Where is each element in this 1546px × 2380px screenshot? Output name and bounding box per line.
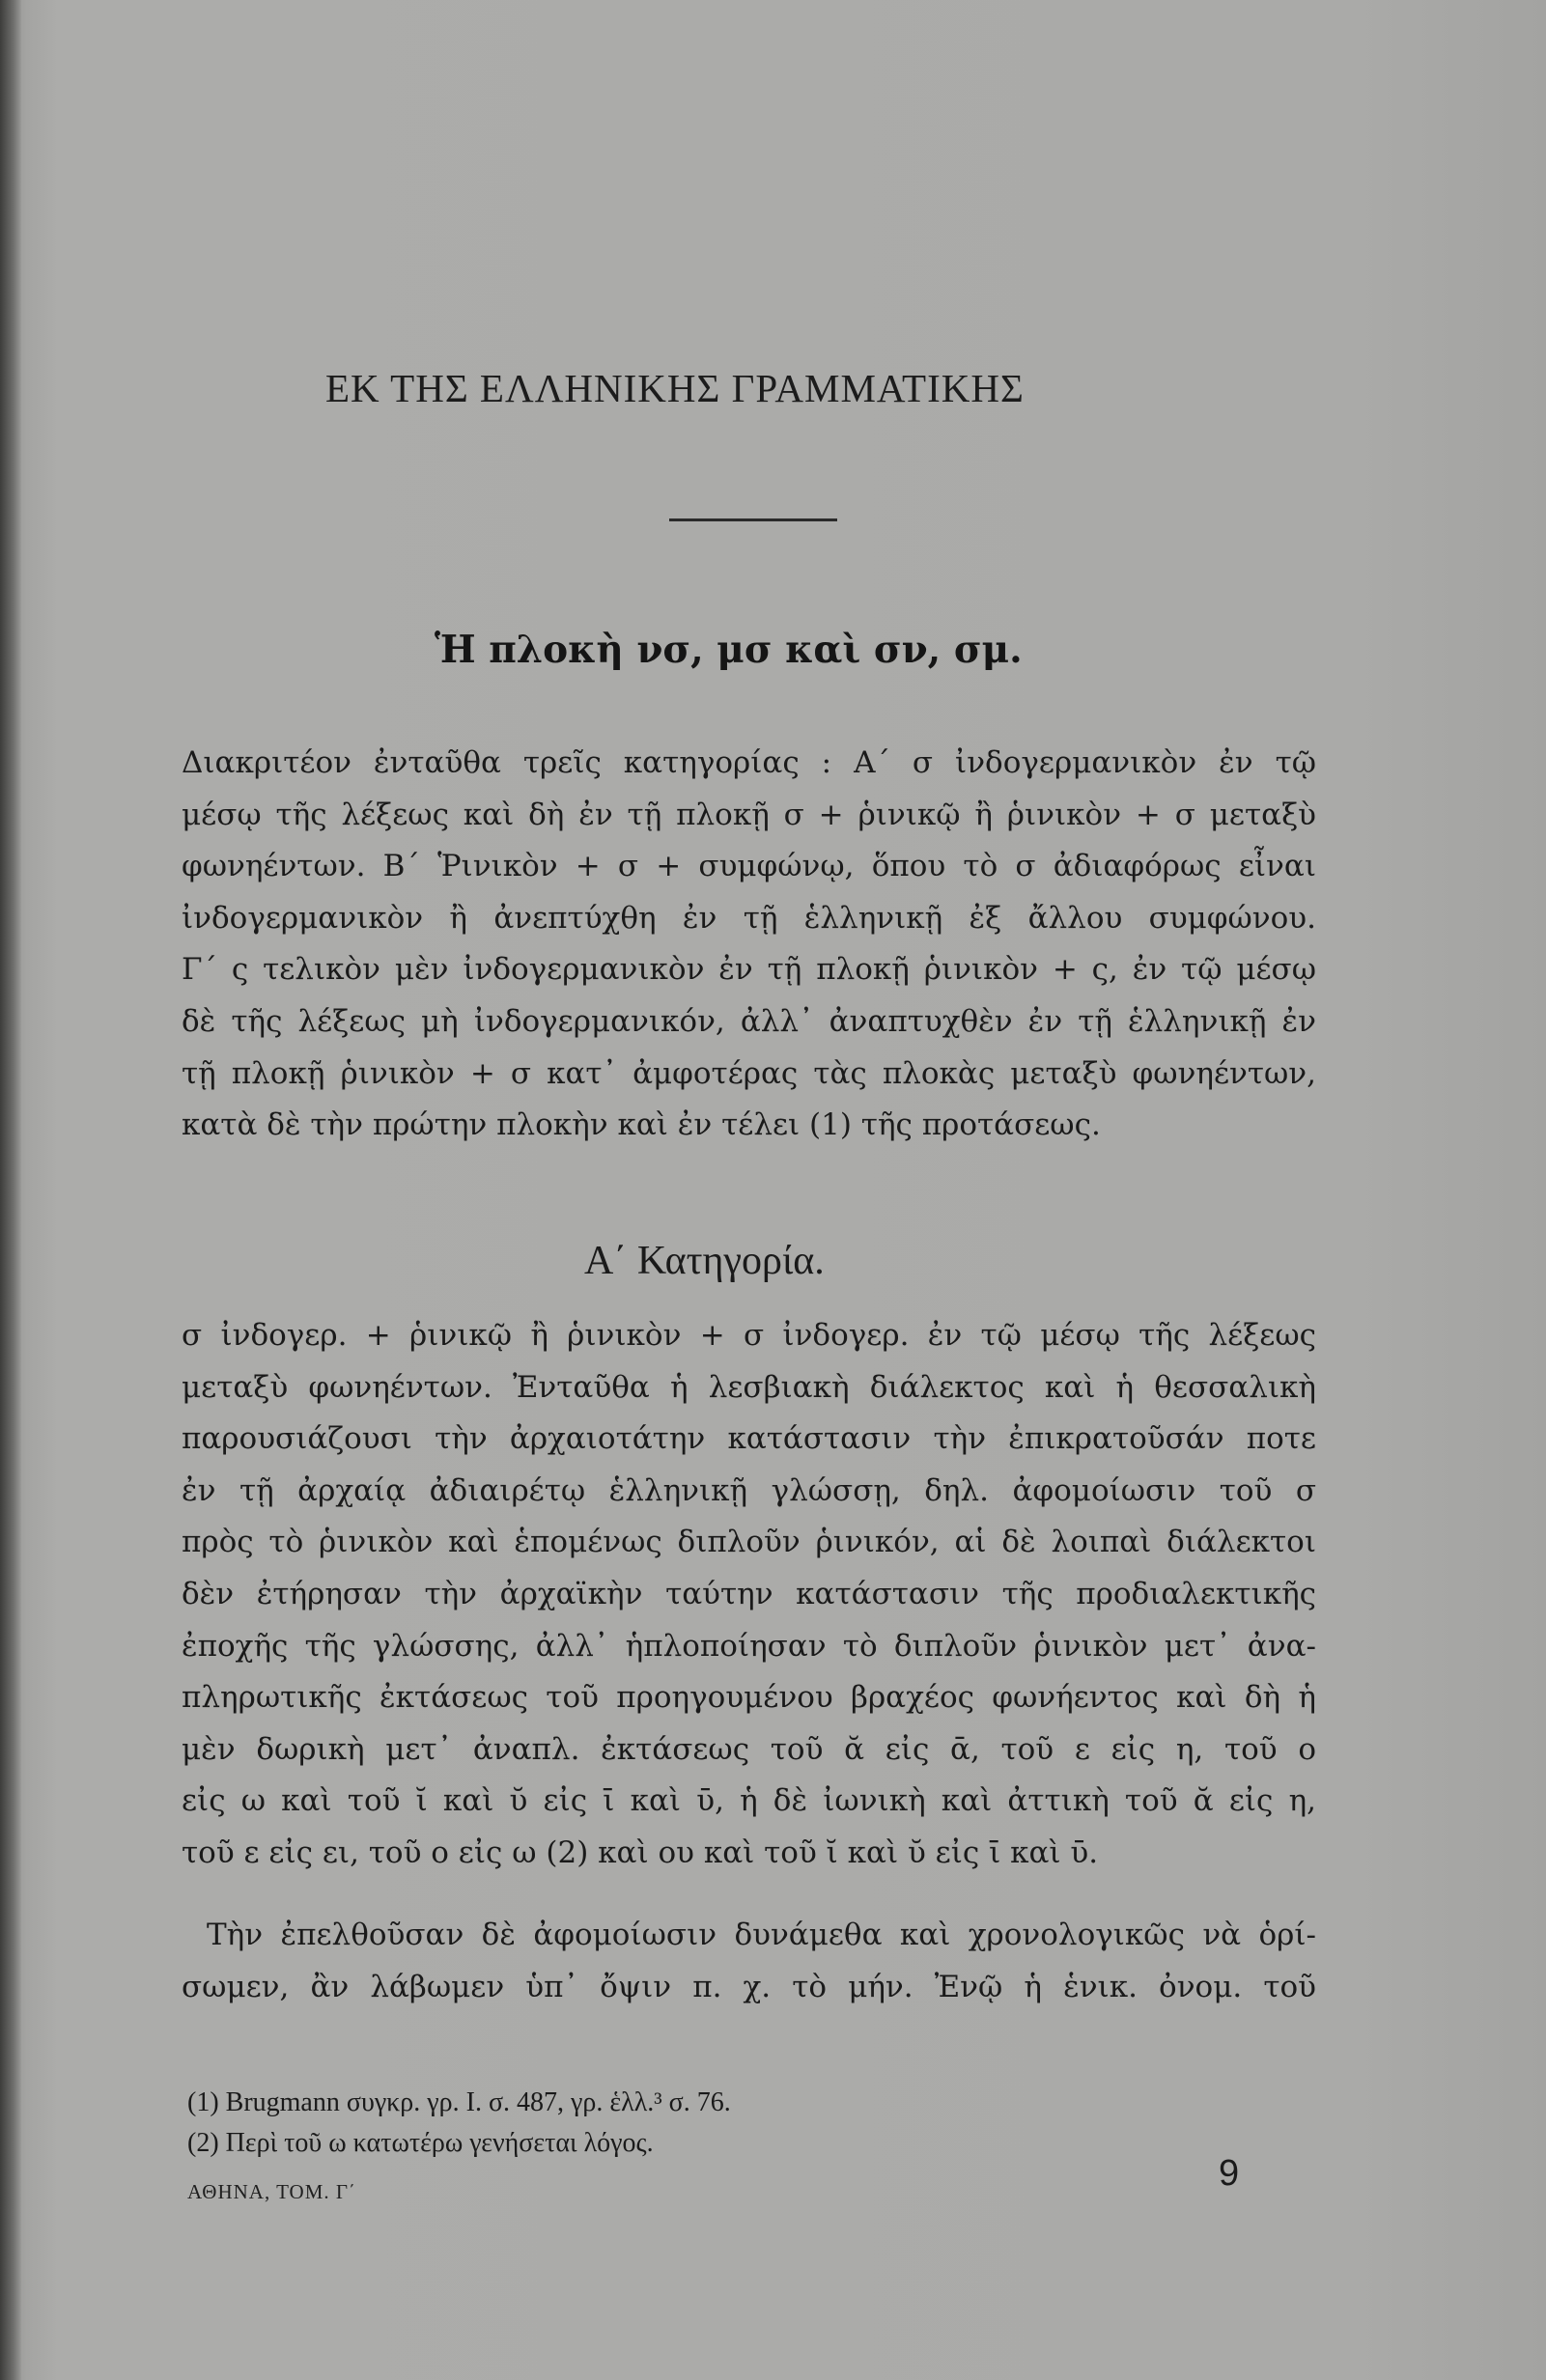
category-heading: Α΄ Κατηγορία. <box>584 1239 825 1283</box>
text-line: μεταξὺ φωνηέντων. Ἐνταῦθα ἡ λεσβιακὴ διάλεκτος καὶ ἡ θεσσαλικὴ <box>182 1369 1316 1405</box>
paragraph-intro <box>182 738 1316 1152</box>
text-line: παρουσιάζουσι τὴν ἀρχαιοτάτην κατάστασιν τὴν ἐπικρατοῦσάν ποτε <box>182 1421 1316 1457</box>
page-number: 9 <box>1219 2153 1240 2194</box>
text-line: ἐν τῇ ἀρχαίᾳ ἀδιαιρέτῳ ἑλληνικῇ γλώσσῃ, δηλ. ἀφομοίωσιν τοῦ σ <box>182 1472 1316 1508</box>
running-title: ΕΚ ΤΗΣ ΕΛΛΗΝΙΚΗΣ ΓΡΑΜΜΑΤΙΚΗΣ <box>325 366 1025 410</box>
text-line: σ ἰνδογερ. + ῥινικῷ ἢ ῥινικὸν + σ ἰνδογερ. ἐν τῷ μέσῳ τῆς λέξεως <box>182 1318 1316 1353</box>
text-line: τῇ πλοκῇ ῥινικὸν + σ κατ᾽ ἀμφοτέρας τὰς πλοκὰς μεταξὺ φωνηέντων, <box>182 1055 1316 1091</box>
text-line: πρὸς τὸ ῥινικὸν καὶ ἑπομένως διπλοῦν ῥινικόν, αἱ δὲ λοιπαὶ διάλεκτοι <box>182 1525 1316 1560</box>
text-line: Διακριτέον ἐνταῦθα τρεῖς κατηγορίας : Α΄ σ ἰνδογερμανικὸν ἐν τῷ <box>182 745 1316 780</box>
text-line: κατὰ δὲ τὴν πρώτην πλοκὴν καὶ ἐν τέλει (1) τῆς προτάσεως. <box>182 1107 1101 1143</box>
text-line: μὲν δωρικὴ μετ᾽ ἀναπλ. ἐκτάσεως τοῦ ᾰ εἰς ᾱ, τοῦ ε εἰς η, τοῦ ο <box>182 1731 1316 1767</box>
printer-signature: ΑΘΗΝΑ, ΤΟΜ. Γ΄ <box>187 2180 357 2203</box>
text-line: σωμεν, ἂν λάβωμεν ὑπ᾽ ὄψιν π. χ. τὸ μήν. Ἐνῷ ἡ ἑνικ. ὀνομ. τοῦ <box>182 1969 1316 2004</box>
text-line: ἐποχῆς τῆς γλώσσης, ἀλλ᾽ ἡπλοποίησαν τὸ διπλοῦν ῥινικὸν μετ᾽ ἀνα- <box>182 1628 1316 1664</box>
text-line: Γ΄ ς τελικὸν μὲν ἰνδογερμανικὸν ἐν τῇ πλοκῇ ῥινικὸν + ς, ἐν τῷ μέσῳ <box>182 952 1316 988</box>
text-line: ἰνδογερμανικὸν ἢ ἀνεπτύχθη ἐν τῇ ἑλληνικῇ ἐξ ἄλλου συμφώνου. <box>182 900 1316 936</box>
text-line: δὲ τῆς λέξεως μὴ ἰνδογερμανικόν, ἀλλ᾽ ἀναπτυχθὲν ἐν τῇ ἑλληνικῇ ἐν <box>182 1003 1316 1039</box>
paragraph-category-a <box>182 1310 1316 1880</box>
section-heading: Ἡ πλοκὴ νσ, μσ καὶ σν, σμ. <box>435 628 1023 672</box>
text-line: τοῦ ε εἰς ει, τοῦ ο εἰς ω (2) καὶ ου καὶ τοῦ ῐ καὶ ῠ εἰς ῑ καὶ ῡ. <box>182 1834 1099 1870</box>
footnote-2: (2) Περὶ τοῦ ω κατωτέρω γενήσεται λόγος. <box>187 2128 654 2158</box>
text-line: μέσῳ τῆς λέξεως καὶ δὴ ἐν τῇ πλοκῇ σ + ῥινικῷ ἢ ῥινικὸν + σ μεταξὺ <box>182 797 1316 832</box>
text-line: εἰς ω καὶ τοῦ ῐ καὶ ῠ εἰς ῑ καὶ ῡ, ἡ δὲ ἰωνικὴ καὶ ἀττικὴ τοῦ ᾰ εἰς η, <box>182 1783 1316 1819</box>
footnote-1: (1) Brugmann συγκρ. γρ. I. σ. 487, γρ. ἑλλ.³ σ. 76. <box>187 2087 731 2117</box>
text-line: πληρωτικῆς ἐκτάσεως τοῦ προηγουμένου βραχέος φωνήεντος καὶ δὴ ἡ <box>182 1680 1316 1716</box>
text-line: δὲν ἐτήρησαν τὴν ἀρχαϊκὴν ταύτην κατάστασιν τῆς προδιαλεκτικῆς <box>182 1576 1316 1611</box>
text-line: φωνηέντων. Β΄ Ῥινικὸν + σ + συμφώνῳ, ὅπου τὸ σ ἀδιαφόρως εἶναι <box>182 849 1316 884</box>
text-line: Τὴν ἐπελθοῦσαν δὲ ἀφομοίωσιν δυνάμεθα καὶ χρονολογικῶς νὰ ὁρί- <box>207 1918 1316 1952</box>
title-rule <box>669 518 837 521</box>
book-spine-shadow <box>0 0 21 2380</box>
paragraph-assimilation <box>182 1910 1316 2013</box>
